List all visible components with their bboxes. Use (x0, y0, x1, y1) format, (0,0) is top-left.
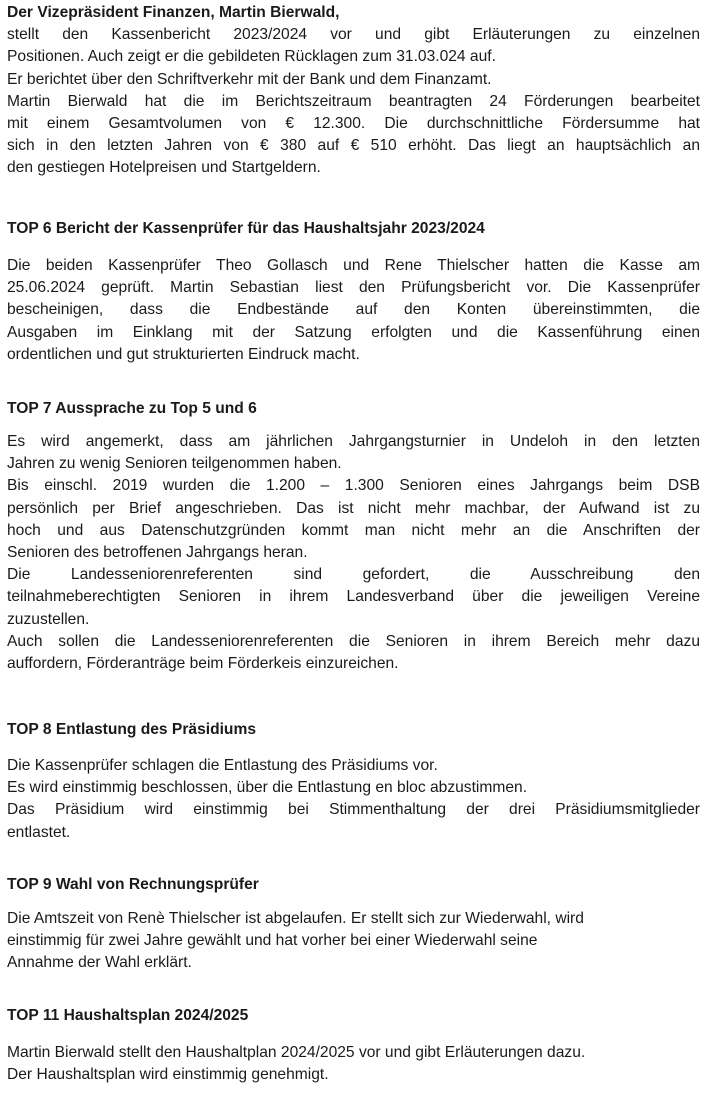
top7-line: Es wird angemerkt, dass am jährlichen Jahrgangsturnier in Undeloh in den letzten (7, 433, 700, 450)
top8-heading: TOP 8 Entlastung des Präsidiums (7, 721, 256, 738)
intro-line: sich in den letzten Jahren von € 380 auf € 510 erhöht. Das liegt an hauptsächlich an (7, 137, 700, 155)
top7-line: Senioren des betroffenen Jahrgangs heran. (7, 544, 308, 562)
top9-line: Annahme der Wahl erklärt. (7, 954, 192, 972)
intro-section (7, 2, 700, 180)
top7-line: zuzustellen. (7, 610, 90, 628)
top7-line: Bis einschl. 2019 wurden die 1.200 – 1.300 Senioren eines Jahrgangs beim DSB (7, 477, 700, 495)
top11-line: Martin Bierwald stellt den Haushaltplan 2024/2025 vor und gibt Erläuterungen dazu. (7, 1044, 586, 1061)
intro-heading: Der Vizepräsident Finanzen, Martin Bierwald, (7, 4, 340, 21)
intro-line: Er berichtet über den Schriftverkehr mit der Bank und dem Finanzamt. (7, 70, 492, 88)
top9-line: einstimmig für zwei Jahre gewählt und hat vorher bei einer Wiederwahl seine (7, 932, 538, 950)
intro-line: den gestiegen Hotelpreisen und Startgeldern. (7, 159, 321, 177)
top11-line: Der Haushaltsplan wird einstimmig genehmigt. (7, 1066, 329, 1084)
top7-line: teilnahmeberechtigten Senioren in ihrem Landesverband über die jeweiligen Vereine (7, 588, 700, 606)
intro-line: Martin Bierwald hat die im Berichtszeitraum beantragten 24 Förderungen bearbeitet (7, 92, 700, 110)
top6-line: ordentlichen und gut strukturierten Eindruck macht. (7, 345, 360, 363)
top6-body (7, 255, 700, 366)
top6-line: Die beiden Kassenprüfer Theo Gollasch und Rene Thielscher hatten die Kasse am (7, 257, 700, 274)
top6-section (7, 218, 700, 240)
top9-body (7, 908, 700, 975)
top7-line: Die Landesseniorenreferenten sind gefordert, die Ausschreibung den (7, 566, 700, 584)
top7-line: hoch und aus Datenschutzgründen kommt man nicht mehr an die Anschriften der (7, 521, 700, 539)
intro-line: mit einem Gesamtvolumen von € 12.300. Die durchschnittliche Fördersumme hat (7, 115, 700, 133)
top9-heading: TOP 9 Wahl von Rechnungsprüfer (7, 876, 259, 893)
top11-section (7, 1005, 700, 1027)
top8-line: Die Kassenprüfer schlagen die Entlastung des Präsidiums vor. (7, 757, 438, 774)
top8-section (7, 719, 700, 741)
top8-line: Es wird einstimmig beschlossen, über die Entlastung en bloc abzustimmen. (7, 779, 528, 797)
intro-line: Positionen. Auch zeigt er die gebildeten Rücklagen zum 31.03.024 auf. (7, 48, 496, 66)
top11-heading: TOP 11 Haushaltsplan 2024/2025 (7, 1007, 249, 1024)
top7-line: auffordern, Förderanträge beim Förderkeis einzureichen. (7, 655, 399, 673)
top6-line: Ausgaben im Einklang mit der Satzung erfolgten und die Kassenführung einen (7, 323, 700, 341)
top9-line: Die Amtszeit von Renè Thielscher ist abgelaufen. Er stellt sich zur Wiederwahl, wird (7, 910, 584, 927)
top8-line: entlastet. (7, 823, 71, 841)
top7-line: Auch sollen die Landesseniorenreferenten die Senioren in ihrem Bereich mehr dazu (7, 632, 700, 650)
top7-heading: TOP 7 Aussprache zu Top 5 und 6 (7, 400, 257, 417)
top6-line: 25.06.2024 geprüft. Martin Sebastian liest den Prüfungsbericht vor. Die Kassenprüfer (7, 279, 700, 297)
top7-line: Jahren zu wenig Senioren teilgenommen haben. (7, 455, 342, 473)
top6-heading: TOP 6 Bericht der Kassenprüfer für das Haushaltsjahr 2023/2024 (7, 220, 485, 237)
top7-body (7, 431, 700, 675)
top8-line: Das Präsidium wird einstimmig bei Stimmenthaltung der drei Präsidiumsmitglieder (7, 801, 700, 819)
top9-section (7, 874, 700, 896)
top6-line: bescheinigen, dass die Endbestände auf den Konten übereinstimmten, die (7, 301, 700, 319)
intro-line: stellt den Kassenbericht 2023/2024 vor und gibt Erläuterungen zu einzelnen (7, 26, 700, 44)
top7-line: persönlich per Brief angeschrieben. Das ist nicht mehr machbar, der Aufwand ist zu (7, 499, 700, 517)
top8-body (7, 755, 700, 844)
top11-body (7, 1042, 700, 1086)
top7-section (7, 398, 700, 420)
